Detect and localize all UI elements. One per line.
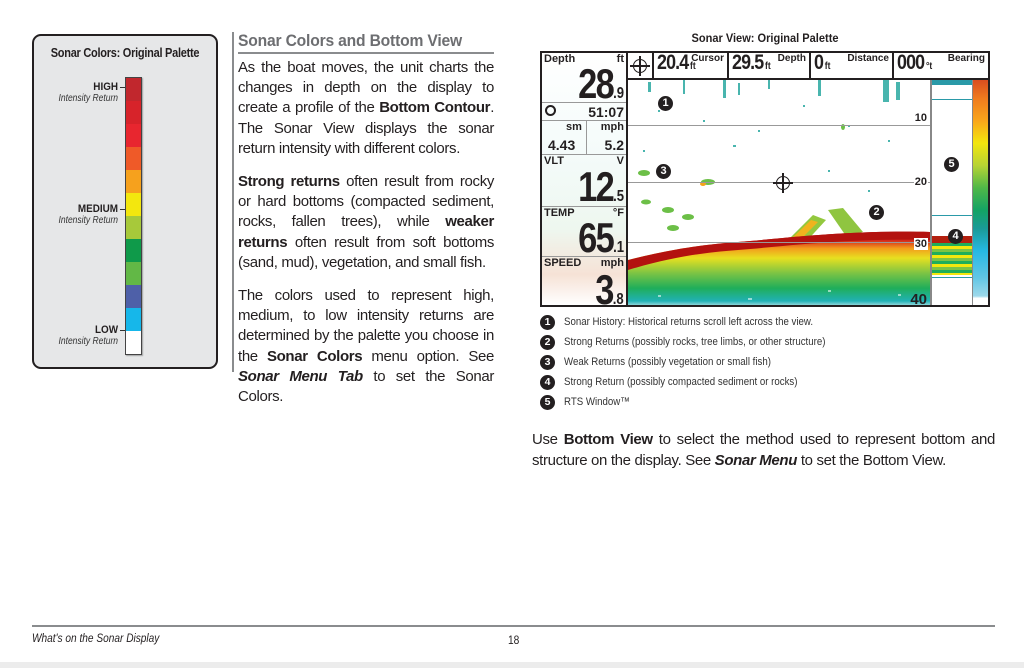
palette-segment <box>126 262 141 285</box>
depth-label-30: 30 <box>914 238 927 250</box>
sonar-chart-area <box>628 80 930 305</box>
sonar-returns-graphic <box>628 80 930 307</box>
cursor-cell: Cursor 20.4 ft <box>654 53 729 78</box>
legend-number-1: 1 <box>540 315 555 330</box>
legend-item: 1 Sonar History: Historical returns scroll left across the view. <box>540 312 1000 332</box>
digital-readouts-panel <box>542 53 628 305</box>
palette-segment <box>126 331 141 354</box>
palette-segment <box>126 170 141 193</box>
sonar-menu-tab-link[interactable]: Sonar Menu Tab <box>238 367 363 385</box>
clock-icon <box>545 105 556 116</box>
legend-number-2: 2 <box>540 335 555 350</box>
section-heading: Sonar Colors and Bottom View <box>238 31 494 54</box>
sonar-view-screen <box>540 51 990 307</box>
legend-item: 4 Strong Return (possibly compacted sediment or rocks) <box>540 372 1000 392</box>
depth-gridline-10 <box>628 125 930 126</box>
legend-item: 5 RTS Window™ <box>540 392 1000 412</box>
level-medium-sub: Intensity Return <box>58 215 118 226</box>
level-high-label: HIGH <box>93 81 118 93</box>
palette-title: Sonar Colors: Original Palette <box>50 46 200 60</box>
palette-segment <box>126 124 141 147</box>
legend-item: 3 Weak Returns (possibly vegetation or small fish) <box>540 352 1000 372</box>
palette-segment <box>126 78 141 101</box>
legend-number-4: 4 <box>540 375 555 390</box>
callout-3: 3 <box>656 164 671 179</box>
speed-readout: SPEED mph 3.8 <box>544 257 624 307</box>
callout-4: 4 <box>948 229 963 244</box>
cursor-mode-cell <box>628 53 654 78</box>
color-intensity-bar <box>125 77 142 355</box>
rts-window <box>930 80 972 305</box>
sonar-colors-palette-box <box>32 34 218 369</box>
depth-gridline-30 <box>628 242 930 243</box>
palette-segment <box>126 285 141 308</box>
timer-readout: 51:07 <box>542 103 626 121</box>
figure-title: Sonar View: Original Palette <box>691 31 839 45</box>
footer-section-title: What's on the Sonar Display <box>32 633 160 645</box>
legend-number-5: 5 <box>540 395 555 410</box>
level-low-label: LOW <box>94 324 118 336</box>
callout-2: 2 <box>869 205 884 220</box>
paragraph-palette: The colors used to represent high, medium, to low intensity returns are determined by the palette you choose in the Sonar Colors menu option. See Sonar Menu Tab to set the Sonar Colors. <box>238 287 495 406</box>
depth-label-20: 20 <box>914 176 927 188</box>
page-number: 18 <box>508 633 520 647</box>
bearing-cell: Bearing 000 °t <box>897 51 985 74</box>
palette-segment <box>126 308 141 331</box>
level-medium <box>48 203 118 226</box>
figure-legend <box>540 312 1000 412</box>
level-low-sub: Intensity Return <box>58 336 118 347</box>
level-medium-label: MEDIUM <box>77 203 118 215</box>
paragraph-bottom-contour: As the boat moves, the unit charts the changes in depth on the display to create a profile of the Bottom Contour. The Sonar View displays the sonar return intensity with different colors. <box>238 59 495 157</box>
depth-cell: Depth 29.5 ft <box>729 53 811 78</box>
cursor-crosshair-icon[interactable] <box>776 176 790 190</box>
palette-segment <box>126 101 141 124</box>
crosshair-icon <box>633 59 647 73</box>
legend-number-3: 3 <box>540 355 555 370</box>
level-high <box>48 81 118 104</box>
level-low <box>48 324 118 347</box>
footer-divider <box>32 625 995 627</box>
callout-5: 5 <box>944 157 959 172</box>
temp-readout: TEMP °F 65.1 <box>544 207 624 261</box>
palette-segment <box>126 239 141 262</box>
rts-color-scale <box>972 80 988 305</box>
callout-1: 1 <box>658 96 673 111</box>
palette-segment <box>126 216 141 239</box>
depth-readout: Depth ft 28.9 <box>544 53 624 107</box>
column-divider <box>232 32 234 372</box>
level-high-sub: Intensity Return <box>58 93 118 104</box>
palette-segment <box>126 193 141 216</box>
sonar-header-bar <box>628 53 988 80</box>
depth-label-40: 40 <box>910 291 927 307</box>
legend-item: 2 Strong Returns (possibly rocks, tree limbs, or other structure) <box>540 332 1000 352</box>
voltage-readout: VLT V 12.5 <box>544 155 624 210</box>
trip-readout: sm mph 4.43 5.2 <box>542 121 626 155</box>
palette-segment <box>126 147 141 170</box>
page-edge <box>0 662 1024 668</box>
sonar-menu-link[interactable]: Sonar Menu <box>714 451 798 469</box>
paragraph-returns: Strong returns often result from rocky or hard bottoms (compacted sediment, rocks, fallen trees), while weaker returns often result from soft bottoms (sand, mud), vegetation, and small fish. <box>238 173 494 271</box>
depth-label-10: 10 <box>914 112 927 124</box>
distance-cell: Distance 0 ft <box>811 53 894 78</box>
paragraph-bottom-view: Use Bottom View to select the method used to represent bottom and structure on the display. See Sonar Menu to set the Bottom View. <box>532 431 995 469</box>
